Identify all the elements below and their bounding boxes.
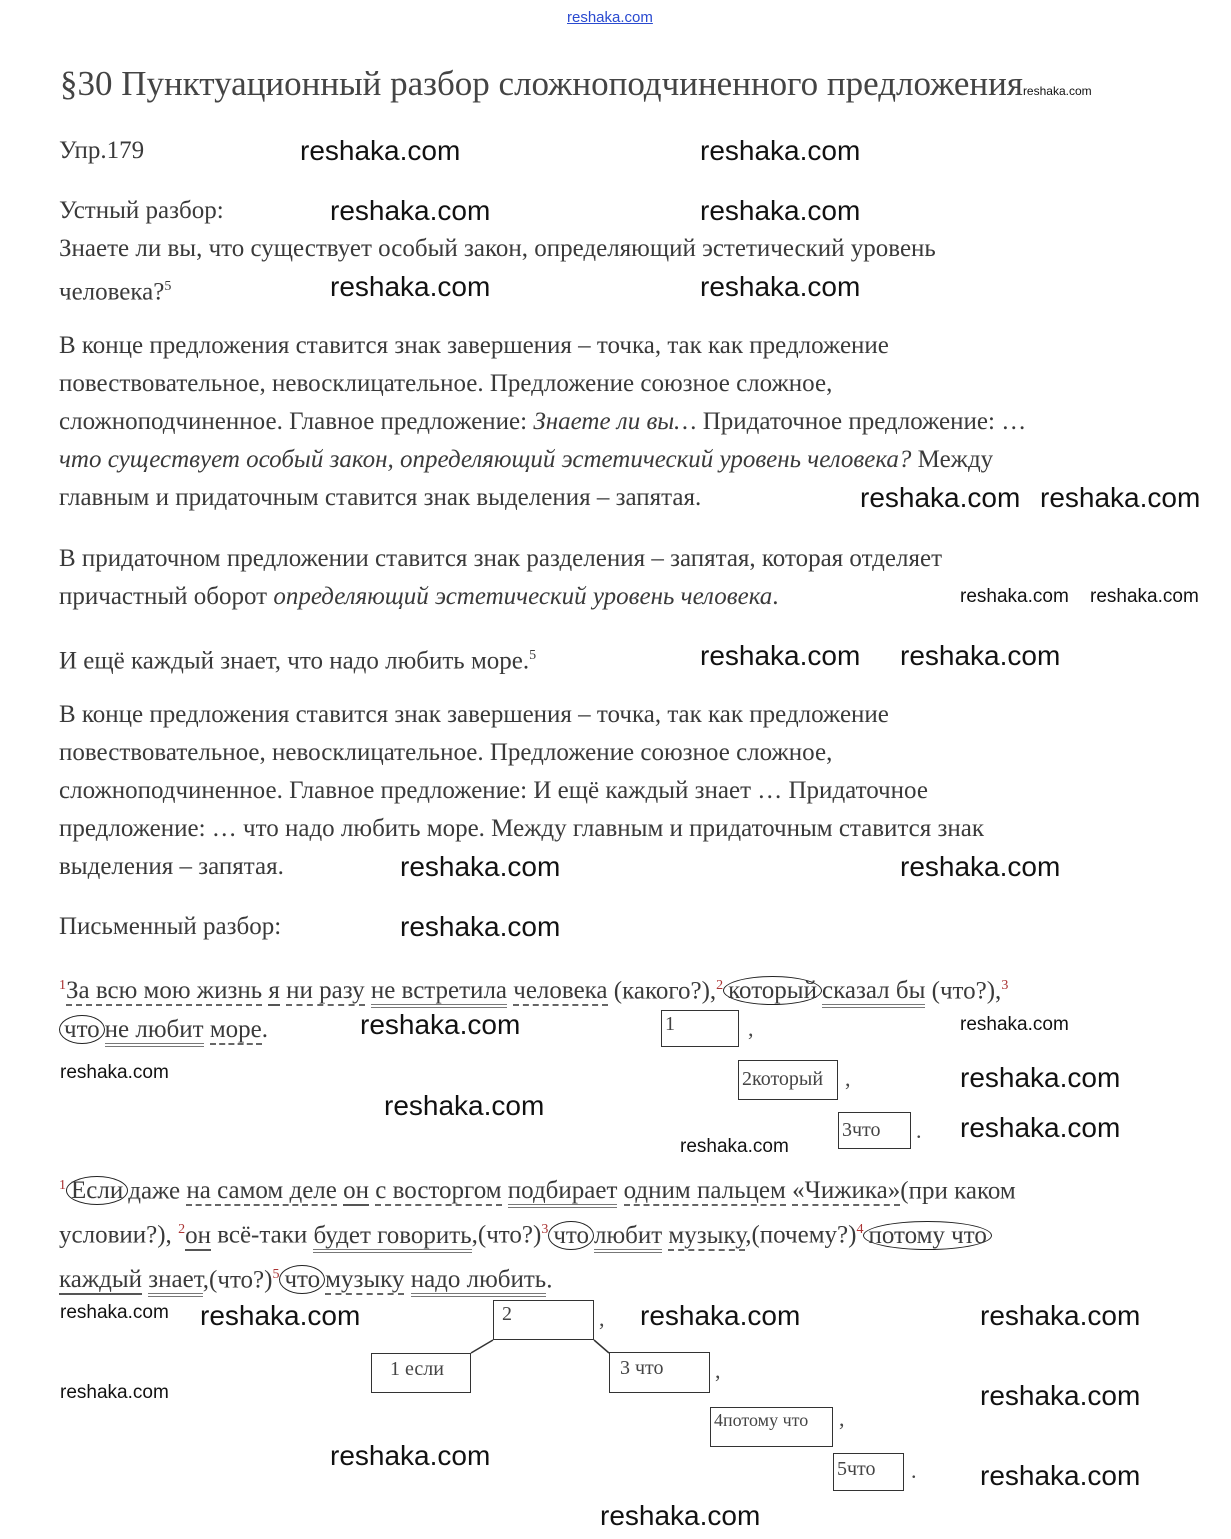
sentence-member-subj: я [268,977,280,1005]
text: ,(почему?) [745,1221,857,1249]
scheme-box: 1 если [371,1353,471,1393]
sentence-member-pred: подбирает [508,1177,618,1208]
line: предложение: … что надо любить море. Между главным и придаточным ставится знак [59,815,985,842]
conjunction-circled: потому что [863,1221,991,1250]
sentence-member-subj: он [185,1221,211,1249]
watermark: reshaka.com [960,1112,1121,1143]
scheme-box: 2который [738,1060,838,1100]
watermark: reshaka.com [960,1014,1069,1035]
watermark: reshaka.com [900,640,1061,671]
sentence-member-pred: надо любить [411,1266,547,1297]
footnote: 5 [529,648,537,663]
footnote: 5 [164,279,172,294]
clause-number: 3 [541,1222,549,1238]
sentence-member-subj: каждый [59,1265,143,1293]
watermark: reshaka.com [700,195,861,226]
sentence-member-pred: знает [148,1266,203,1297]
watermark: reshaka.com [60,1302,169,1323]
punct-mark: , [599,1306,605,1331]
clause-number: 4 [856,1222,864,1238]
watermark: reshaka.com [960,1062,1121,1093]
sentence-member-pred: не любит [105,1016,204,1047]
text: Между [911,446,994,473]
text: Придаточное предложение: … [696,408,1027,435]
sentence-member-pred: любит [594,1222,662,1253]
conjunction-circled: что [548,1221,594,1250]
line: Знаете ли вы, что существует особый закон, определяющий эстетический уровень [59,235,936,262]
watermark: reshaka.com [360,1009,521,1040]
watermark: reshaka.com [980,1300,1141,1331]
watermark: reshaka.com [700,135,861,166]
sentence-member-obj: музыку [668,1221,746,1249]
watermark: reshaka.com [1040,482,1201,513]
sentence-member-obj: море [209,1016,262,1044]
text: определяющий эстетический уровень человека [273,583,773,610]
text: что существует особый закон, определяющий эстетический уровень человека? [59,446,912,473]
sentence-member-pred: будет говорить [313,1222,471,1253]
clause-number: 5 [272,1266,280,1282]
exercise-number: Упр.179 [59,137,145,164]
watermark: reshaka.com [400,851,561,882]
watermark: reshaka.com [960,586,1069,607]
conjunction-circled: который [723,976,822,1005]
line: В придаточном предложении ставится знак разделения – запятая, которая отделяет [59,545,942,572]
sentence-member-obj: музыку [325,1265,405,1293]
text: человека? [59,278,165,306]
watermark: reshaka.com [330,195,491,226]
scheme-box: 4потому что [710,1407,833,1447]
watermark: reshaka.com [400,911,561,942]
watermark: reshaka.com [860,482,1021,513]
watermark: reshaka.com [330,1440,491,1471]
punct-mark: . [911,1458,917,1483]
text: . [261,1016,268,1044]
text: . [772,583,779,610]
punct-mark: , [748,1016,754,1041]
watermark: reshaka.com [980,1460,1141,1491]
text: ,(что?) [471,1221,542,1249]
sentence-member-obj: «Чижика» [792,1177,901,1205]
punct-mark: . [916,1118,922,1143]
sentence-member-circ: ни разу [286,977,365,1005]
text: всё-таки [210,1221,314,1249]
line: сложноподчиненное. Главное предложение: И ещё каждый знает … Придаточное [59,777,928,804]
text: И ещё каждый знает, что надо любить море. [59,647,530,675]
sentence-member-obj: человека [513,977,608,1005]
text: (какого?), [607,977,717,1005]
sentence-member-subj: он [343,1177,370,1205]
punct-mark: , [839,1406,845,1431]
conjunction-circled: что [279,1265,325,1294]
watermark: reshaka.com [900,851,1061,882]
text: (что?), [925,977,1002,1005]
conjunction-circled: Если [66,1176,128,1205]
title-text: §30 Пунктуационный разбор сложноподчиненного предложения [60,64,1023,103]
watermark: reshaka.com [200,1300,361,1331]
line: повествовательное, невосклицательное. Предложение союзное сложное, [59,739,833,766]
sentence-member-circ: одним пальцем [623,1177,786,1205]
clause-number: 1 [59,1178,66,1193]
text: . [546,1265,553,1293]
clause-number: 3 [1001,978,1009,993]
watermark: reshaka.com [330,271,491,302]
clause-number: 2 [178,1222,186,1238]
sentence-member-pred: сказал бы [822,977,925,1008]
text: (при каком [900,1177,1016,1205]
line: главным и придаточным ставится знак выделения – запятая. [59,484,702,511]
clause-number: 2 [716,978,724,993]
scheme-box: 5что [833,1453,904,1491]
scheme-box: 3 что [609,1352,710,1393]
written-label: Письменный разбор: [59,913,282,940]
watermark: reshaka.com [1090,586,1199,607]
watermark: reshaka.com [60,1062,169,1083]
sentence-member-pred: не встретила [371,977,507,1008]
watermark-top[interactable]: reshaka.com [567,9,653,26]
scheme-box: 3что [838,1112,911,1149]
watermark: reshaka.com [980,1380,1141,1411]
scheme-box: 2 [493,1300,594,1340]
watermark: reshaka.com [60,1382,169,1403]
watermark: reshaka.com [700,271,861,302]
watermark: reshaka.com [600,1500,761,1531]
text: даже [128,1177,187,1205]
text: Знаете ли вы… [533,408,697,435]
watermark: reshaka.com [384,1090,545,1121]
oral-label: Устный разбор: [59,197,224,224]
line: выделения – запятая. [59,853,284,880]
scheme-box: 1 [661,1010,739,1047]
clause-number: 1 [59,978,66,993]
text: ,(что?) [202,1265,273,1293]
punct-mark: , [845,1066,851,1091]
watermark: reshaka.com [1022,84,1092,98]
line: В конце предложения ставится знак завершения – точка, так как предложение [59,701,889,728]
punct-mark: , [715,1358,721,1383]
watermark: reshaka.com [300,135,461,166]
sentence-member-circ: За всю мою жизнь [66,977,263,1005]
watermark: reshaka.com [640,1300,801,1331]
text: условии?), [59,1221,179,1249]
line: повествовательное, невосклицательное. Предложение союзное сложное, [59,370,833,397]
sentence-member-circ: с восторгом [375,1177,502,1205]
watermark: reshaka.com [700,640,861,671]
conjunction-circled: что [59,1015,105,1044]
text: сложноподчиненное. Главное предложение: [59,408,534,435]
sentence-member-circ: на самом деле [186,1177,337,1205]
watermark: reshaka.com [680,1136,789,1157]
line: В конце предложения ставится знак завершения – точка, так как предложение [59,332,889,359]
text: причастный оборот [59,583,274,610]
